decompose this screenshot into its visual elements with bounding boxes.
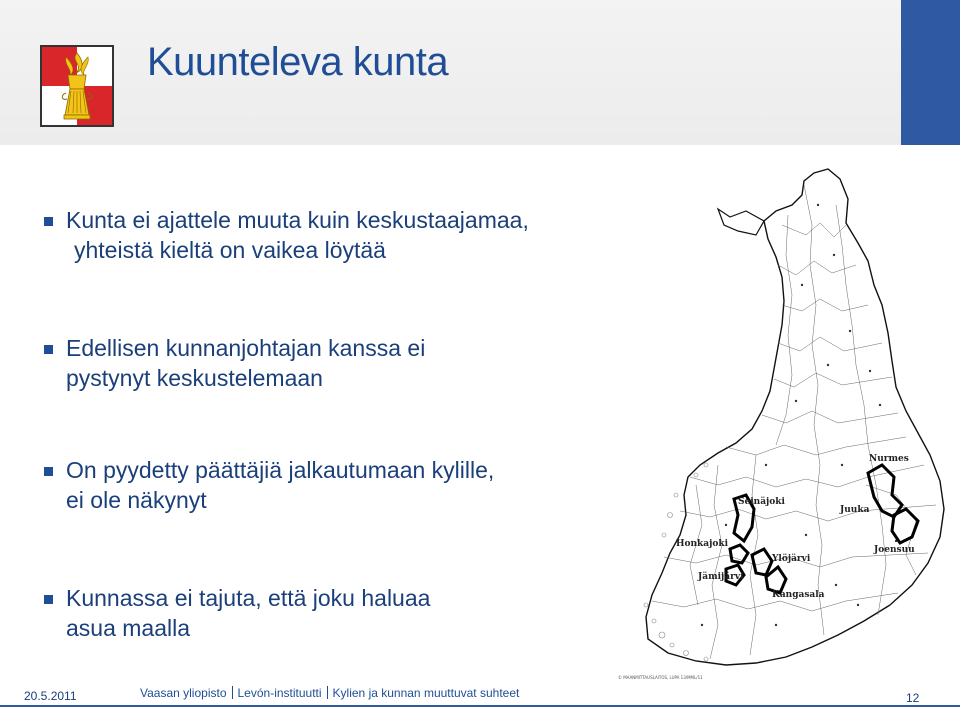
- footer-divider: [0, 705, 960, 707]
- map-label-honkajoki: Honkajoki: [676, 539, 729, 549]
- slide-title: Kuunteleva kunta: [147, 40, 449, 84]
- map-label-ylojarvi: Ylöjärvi: [772, 554, 811, 564]
- accent-bar: [901, 0, 960, 145]
- map-label-kangasala: Kangasala: [772, 590, 825, 600]
- bullet-line: Kunnassa ei tajuta, että joku haluaa: [66, 585, 431, 611]
- map-label-jamijarvi: Jämijärvi: [698, 572, 744, 582]
- bullet-line: yhteistä kieltä on vaikea löytää: [74, 237, 386, 263]
- bullet-square-icon: [44, 467, 53, 476]
- footer-date: 20.5.2011: [24, 689, 77, 703]
- footer-separator: [232, 686, 233, 699]
- map-label-seinajoki: Seinäjoki: [738, 497, 785, 507]
- map-label-joensuu: Joensuu: [874, 545, 915, 555]
- footer-organization: [140, 686, 519, 700]
- map-label-juuka: Juuka: [840, 505, 870, 515]
- header-band: [0, 0, 960, 145]
- finland-municipality-map: [606, 165, 946, 685]
- bullet-line: pystynyt keskustelemaan: [66, 365, 323, 391]
- bullet-line: Edellisen kunnanjohtajan kanssa ei: [66, 335, 426, 361]
- page-number: 12: [906, 691, 920, 705]
- bullet-line: Kunta ei ajattele muuta kuin keskustaajamaa,: [66, 207, 529, 233]
- bullet-line: asua maalla: [66, 615, 191, 641]
- university-logo: [40, 45, 114, 127]
- footer-separator: [327, 686, 328, 699]
- bullet-item: [44, 205, 644, 265]
- footer-university: Vaasan yliopisto: [140, 686, 227, 700]
- bullet-line: ei ole näkynyt: [66, 487, 207, 513]
- bullet-square-icon: [44, 595, 53, 604]
- map-copyright: © MAANMITTAUSLAITOS, LUPA 13/MML/11: [618, 675, 703, 680]
- footer-institute: Levón-instituutti: [237, 686, 322, 700]
- bullet-item: [44, 333, 644, 393]
- bullet-item: [44, 455, 644, 515]
- bullet-square-icon: [44, 345, 53, 354]
- map-label-nurmes: Nurmes: [869, 454, 909, 464]
- bullet-line: On pyydetty päättäjiä jalkautumaan kylille,: [66, 457, 495, 483]
- bullet-item: [44, 583, 644, 643]
- footer-project: Kylien ja kunnan muuttuvat suhteet: [332, 686, 520, 700]
- bullet-square-icon: [44, 217, 53, 226]
